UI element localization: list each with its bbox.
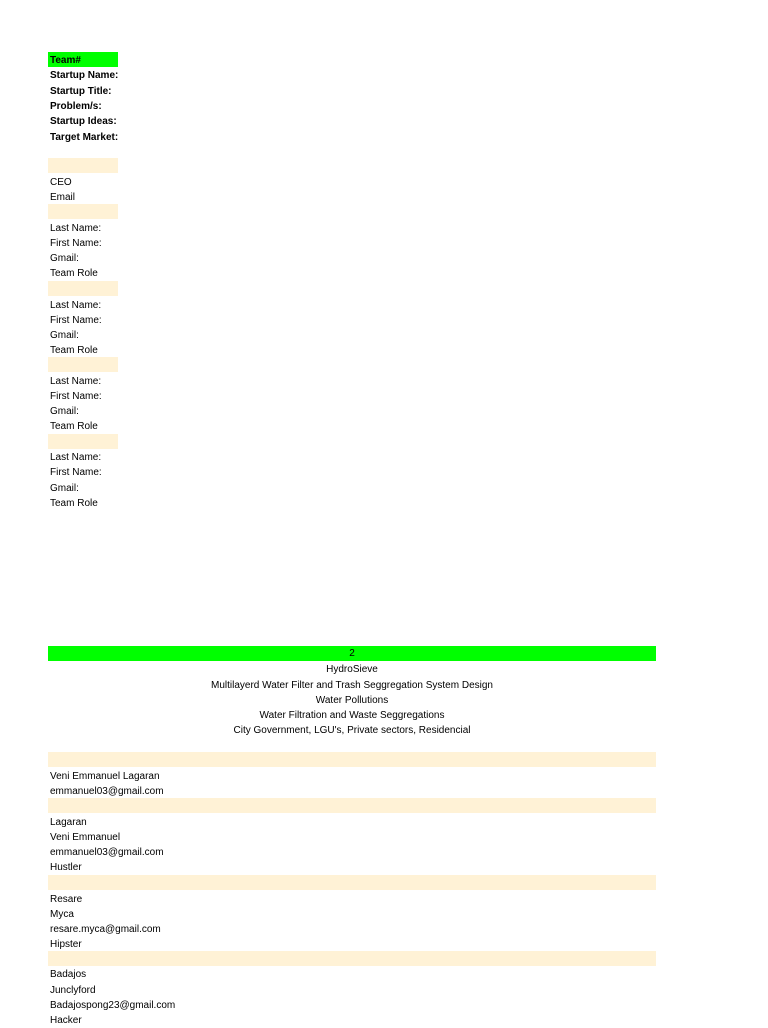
separator-band [48, 951, 656, 966]
member-first-name-value: Myca [50, 909, 74, 920]
startup-name-value: HydroSieve [326, 664, 378, 675]
member-team-role-value: Hacker [50, 1015, 82, 1026]
separator-band [48, 158, 118, 173]
member-gmail-value: Badajospong23@gmail.com [50, 1000, 176, 1011]
member-gmail-label: Gmail: [50, 483, 79, 494]
email-label: Email [50, 192, 76, 203]
member-team-role-label: Team Role [50, 498, 98, 509]
problem-value: Water Pollutions [315, 695, 389, 706]
member-team-role-value: Hipster [50, 939, 82, 950]
email-value: emmanuel03@gmail.com [50, 786, 164, 797]
member-first-name-label: First Name: [50, 467, 102, 478]
separator-band [48, 875, 656, 890]
member-gmail-label: Gmail: [50, 406, 79, 417]
member-last-name-value: Resare [50, 894, 83, 905]
member-last-name-value: Lagaran [50, 817, 87, 828]
startup-title-label: Startup Title: [50, 86, 112, 97]
member-team-role-label: Team Role [50, 268, 98, 279]
member-last-name-label: Last Name: [50, 223, 102, 234]
startup-title-value: Multilayerd Water Filter and Trash Seggregation System Design [211, 680, 493, 691]
ceo-value: Veni Emmanuel Lagaran [50, 771, 160, 782]
ceo-label: CEO [50, 177, 72, 188]
target-market-value: City Government, LGU's, Private sectors, Residencial [233, 725, 471, 736]
member-first-name-label: First Name: [50, 238, 102, 249]
member-last-name-value: Badajos [50, 969, 87, 980]
member-gmail-label: Gmail: [50, 330, 79, 341]
member-first-name-value: Veni Emmanuel [50, 832, 121, 843]
member-first-name-value: Junclyford [50, 985, 96, 996]
member-team-role-label: Team Role [50, 421, 98, 432]
separator-band [48, 798, 656, 813]
team-number: 2 [349, 648, 355, 659]
problems-label: Problem/s: [50, 101, 102, 112]
member-last-name-label: Last Name: [50, 300, 102, 311]
member-gmail-value: emmanuel03@gmail.com [50, 847, 164, 858]
member-first-name-label: First Name: [50, 315, 102, 326]
separator-band [48, 752, 656, 767]
separator-band [48, 281, 118, 296]
idea-value: Water Filtration and Waste Seggregations [259, 710, 445, 721]
member-team-role-label: Team Role [50, 345, 98, 356]
team-label: Team# [50, 55, 81, 66]
separator-band [48, 204, 118, 219]
member-gmail-label: Gmail: [50, 253, 79, 264]
member-team-role-value: Hustler [50, 862, 82, 873]
target-market-label: Target Market: [50, 132, 119, 143]
member-last-name-label: Last Name: [50, 452, 102, 463]
separator-band [48, 357, 118, 372]
startup-ideas-label: Startup Ideas: [50, 116, 117, 127]
member-gmail-value: resare.myca@gmail.com [50, 924, 161, 935]
member-first-name-label: First Name: [50, 391, 102, 402]
startup-name-label: Startup Name: [50, 70, 119, 81]
separator-band [48, 434, 118, 449]
member-last-name-label: Last Name: [50, 376, 102, 387]
